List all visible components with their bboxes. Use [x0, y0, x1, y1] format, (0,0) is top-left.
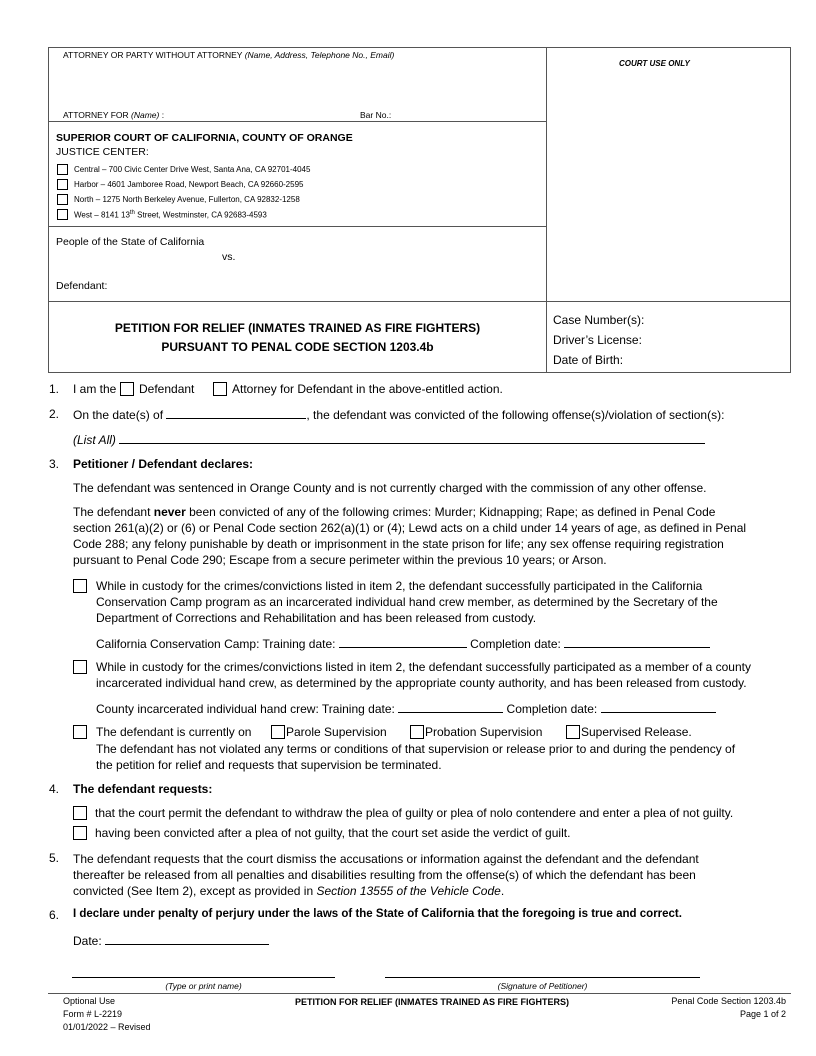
county-crew-checkbox[interactable]: [73, 660, 87, 674]
court-name: SUPERIOR COURT OF CALIFORNIA, COUNTY OF ORANGE: [56, 132, 353, 144]
supervised-release-checkbox[interactable]: [566, 725, 580, 739]
county-completion-label: Completion date:: [506, 702, 598, 716]
item-4-heading: The defendant requests:: [73, 782, 213, 796]
west-label-sup: th: [129, 210, 135, 216]
item-5-line3: [73, 883, 699, 899]
county-dates-line: [96, 701, 716, 716]
item-3-number: 3.: [49, 457, 60, 471]
supervision-pre: The defendant is currently on: [96, 725, 252, 739]
item-2-number: 2.: [49, 407, 60, 421]
date-label: Date:: [73, 934, 102, 948]
attorney-label-sub: (Name, Address, Telephone No., Email): [244, 50, 395, 60]
item-2-line: [73, 407, 724, 422]
offenses-field[interactable]: [119, 432, 705, 444]
dob-label: Date of Birth:: [553, 353, 624, 367]
set-aside-verdict-checkbox[interactable]: [73, 826, 87, 840]
justice-center-label: JUSTICE CENTER:: [56, 146, 149, 158]
item-3-p2-line2: section 261(a)(2) or (6) or Penal Code section 262(a)(1) or (4); Lewd acts on a child under 14 years of age, as defined in Penal: [73, 521, 747, 535]
opt-a-line1: While in custody for the crimes/convictions listed in item 2, the defendant successfully participated in the California: [96, 579, 703, 593]
conviction-date-field[interactable]: [166, 407, 306, 419]
central-label: Central – 700 Civic Center Drive West, Santa Ana, CA 92701-4045: [74, 165, 311, 174]
item-5-number: 5.: [49, 851, 60, 865]
central-checkbox[interactable]: [57, 164, 68, 175]
west-label-post: Street, Westminster, CA 92683-4593: [134, 210, 267, 220]
attorney-for-colon: :: [161, 110, 165, 120]
probation-label: Probation Supervision: [425, 725, 543, 739]
conservation-camp-text: [96, 578, 718, 626]
item-5-line2: thereafter be released from all penalties and disabilities resulting from the offense(s) of which the defendant has been: [73, 868, 696, 882]
west-label-pre: West – 8141 13: [74, 210, 130, 220]
supervised-release-label: Supervised Release.: [581, 725, 692, 739]
camp-completion-date-field[interactable]: [564, 636, 710, 648]
supervision-text: [96, 741, 735, 773]
camp-training-label: California Conservation Camp: Training date:: [96, 637, 336, 651]
item-5-l3-ital: Section 13555 of the Vehicle Code: [316, 884, 501, 898]
signature-label: (Signature of Petitioner): [497, 981, 588, 991]
list-all-label: (List All): [73, 433, 116, 447]
p2-l1: been convicted of any of the following crimes: Murder; Kidnapping; Rape; as defined in Penal Code: [185, 505, 716, 519]
form-title-line2: PURSUANT TO PENAL CODE SECTION 1203.4b: [161, 340, 434, 354]
signature-line[interactable]: [385, 977, 700, 978]
people-label: People of the State of California: [56, 236, 205, 248]
attorney-label-text: ATTORNEY OR PARTY WITHOUT ATTORNEY: [63, 50, 243, 60]
item-5-l3-post: .: [500, 884, 505, 898]
item-3-p2-line3: Code 288; any felony punishable by death or imprisonment in the state prison for life; any sex offense requiring registration: [73, 537, 724, 551]
parole-checkbox[interactable]: [271, 725, 285, 739]
west-checkbox[interactable]: [57, 209, 68, 220]
harbor-label: Harbor – 4601 Jamboree Road, Newport Beach, CA 92660-2595: [74, 180, 304, 189]
county-crew-text: [96, 659, 751, 691]
form-number: Form # L-2219: [63, 1009, 123, 1019]
item-2-pre: On the date(s) of: [73, 408, 164, 422]
list-all-line: [73, 432, 705, 447]
perjury-declaration: I declare under penalty of perjury under the laws of the State of California that the foregoing is true and correct.: [73, 908, 682, 920]
north-label: North – 1275 North Berkeley Avenue, Fullerton, CA 92832-1258: [74, 195, 300, 204]
opt-a-line2: Conservation Camp program as an incarcerated individual hand crew member, as determined by the Secretary of the: [96, 595, 718, 609]
opt-a-line3: Department of Corrections and Rehabilitation and has been released from custody.: [96, 611, 537, 625]
withdraw-plea-label: that the court permit the defendant to withdraw the plea of guilty or plea of nolo contendere and enter a plea of not guilty.: [95, 806, 734, 820]
type-name-line[interactable]: [72, 977, 335, 978]
bar-no-label: Bar No.:: [360, 110, 392, 120]
county-completion-date-field[interactable]: [601, 701, 716, 713]
attorney-checkbox[interactable]: [213, 382, 227, 396]
county-training-label: County incarcerated individual hand crew: Training date:: [96, 702, 395, 716]
item-3-p2-line4: pursuant to Penal Code 290; Escape from a secure perimeter within the previous 10 years; or Arson.: [73, 553, 607, 567]
defendant-option-label: Defendant: [139, 382, 195, 396]
camp-dates-line: [96, 636, 710, 651]
attorney-for-label: ATTORNEY FOR: [63, 110, 129, 120]
item-3-p2-line1: [73, 504, 746, 520]
footer-title: PETITION FOR RELIEF (INMATES TRAINED AS FIRE FIGHTERS): [295, 997, 569, 1007]
p2-never: never: [153, 505, 186, 519]
attorney-section-bottom: [48, 121, 547, 122]
footer-rule: [48, 993, 791, 994]
court-section-bottom: [48, 226, 547, 227]
item-3-p2: [73, 504, 746, 568]
case-number-label: Case Number(s):: [553, 313, 645, 327]
item-5-l3-pre: convicted (See Item 2), except as provided in: [73, 884, 317, 898]
item-2-post: , the defendant was convicted of the following offense(s)/violation of section(s):: [306, 408, 725, 422]
attorney-for-name: (Name): [131, 110, 160, 120]
item-5-text: [73, 851, 699, 899]
conservation-camp-checkbox[interactable]: [73, 579, 87, 593]
item-6-number: 6.: [49, 908, 60, 922]
page-number: Page 1 of 2: [739, 1009, 786, 1019]
item-3-p1: The defendant was sentenced in Orange County and is not currently charged with the commission of any other offense.: [73, 481, 707, 495]
set-aside-verdict-label: having been convicted after a plea of not guilty, that the court set aside the verdict of guilt.: [95, 826, 571, 840]
attorney-option-label: Attorney for Defendant in the above-entitled action.: [232, 382, 503, 396]
optional-use: Optional Use: [63, 996, 116, 1006]
revised-date: 01/01/2022 – Revised: [63, 1022, 151, 1032]
north-checkbox[interactable]: [57, 194, 68, 205]
drivers-license-label: Driver’s License:: [553, 333, 642, 347]
item-1-number: 1.: [49, 382, 60, 396]
camp-training-date-field[interactable]: [339, 636, 467, 648]
defendant-label: Defendant:: [56, 280, 108, 292]
title-section-top: [48, 301, 791, 302]
camp-completion-label: Completion date:: [470, 637, 561, 651]
probation-checkbox[interactable]: [410, 725, 424, 739]
item-1-pre: I am the: [73, 382, 117, 396]
vs-label: vs.: [222, 251, 236, 263]
opt-c-line3: the petition for relief and requests that supervision be terminated.: [96, 758, 442, 772]
date-line: [73, 933, 269, 948]
item-4-number: 4.: [49, 782, 60, 796]
defendant-checkbox[interactable]: [120, 382, 134, 396]
west-label: [74, 210, 267, 220]
p2-pre: The defendant: [73, 505, 154, 519]
opt-b-line2: incarcerated individual hand crew, as determined by the appropriate county authority, and has been released from custody.: [96, 676, 747, 690]
item-5-line1: The defendant requests that the court dismiss the accusations or information against the defendant and the defendant: [73, 852, 699, 866]
form-title-line1: PETITION FOR RELIEF (INMATES TRAINED AS FIRE FIGHTERS): [114, 321, 481, 335]
withdraw-plea-checkbox[interactable]: [73, 806, 87, 820]
penal-code-ref: Penal Code Section 1203.4b: [671, 996, 786, 1006]
item-3-heading: Petitioner / Defendant declares:: [73, 457, 254, 471]
parole-label: Parole Supervision: [286, 725, 387, 739]
type-name-label: (Type or print name): [165, 981, 242, 991]
court-use-only: COURT USE ONLY: [619, 59, 690, 68]
county-training-date-field[interactable]: [398, 701, 503, 713]
attorney-label: [63, 50, 394, 60]
attorney-for: [63, 110, 164, 120]
opt-b-line1: While in custody for the crimes/convictions listed in item 2, the defendant successfully participated as a member of a county: [96, 660, 751, 674]
harbor-checkbox[interactable]: [57, 179, 68, 190]
opt-c-line2: The defendant has not violated any terms or conditions of that supervision or release prior to and during the pendency of: [96, 742, 736, 756]
supervision-checkbox[interactable]: [73, 725, 87, 739]
date-field[interactable]: [105, 933, 269, 945]
